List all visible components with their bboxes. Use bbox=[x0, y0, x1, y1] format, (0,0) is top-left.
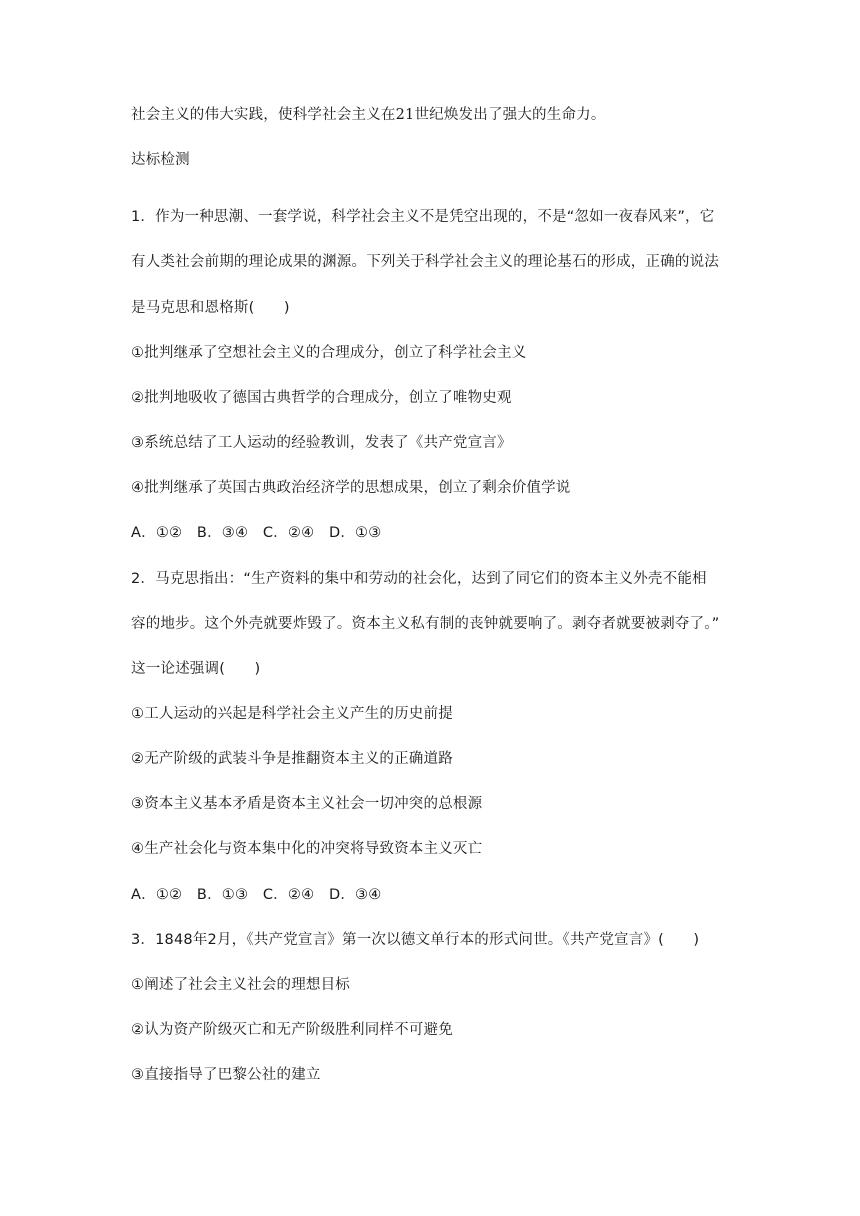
question-2-stem-line-1: 2．马克思指出：“生产资料的集中和劳动的社会化，达到了同它们的资本主义外壳不能相 bbox=[131, 571, 707, 587]
question-1-stem-line-3: 是马克思和恩格斯( ) bbox=[131, 300, 290, 316]
question-1-answer-choices: A．①② B．③④ C．②④ D．①③ bbox=[131, 525, 382, 541]
question-2-stem-line-3: 这一论述强调( ) bbox=[131, 661, 261, 677]
question-1-option-2: ②批判地吸收了德国古典哲学的合理成分，创立了唯物史观 bbox=[131, 390, 512, 406]
question-2-option-3: ③资本主义基本矛盾是资本主义社会一切冲突的总根源 bbox=[131, 796, 483, 812]
question-3-option-2: ②认为资产阶级灭亡和无产阶级胜利同样不可避免 bbox=[131, 1022, 453, 1038]
question-2-option-4: ④生产社会化与资本集中化的冲突将导致资本主义灭亡 bbox=[131, 841, 483, 857]
question-1-option-3: ③系统总结了工人运动的经验教训，发表了《共产党宣言》 bbox=[131, 435, 512, 451]
question-3-option-1: ①阐述了社会主义社会的理想目标 bbox=[131, 977, 350, 993]
question-2-answer-choices: A．①② B．①③ C．②④ D．③④ bbox=[131, 887, 382, 903]
question-1-stem-line-1: 1．作为一种思潮、一套学说，科学社会主义不是凭空出现的，不是“忽如一夜春风来”，它 bbox=[131, 209, 715, 225]
question-3-stem-line-1: 3．1848年2月，《共产党宣言》第一次以德文单行本的形式问世。《共产党宣言》( ) bbox=[131, 932, 700, 948]
question-2-option-1: ①工人运动的兴起是科学社会主义产生的历史前提 bbox=[131, 706, 453, 722]
intro-paragraph: 社会主义的伟大实践，使科学社会主义在21世纪焕发出了强大的生命力。 bbox=[131, 107, 606, 123]
question-1-stem-line-2: 有人类社会前期的理论成果的渊源。下列关于科学社会主义的理论基石的形成，正确的说法 bbox=[131, 254, 719, 270]
question-3-option-3: ③直接指导了巴黎公社的建立 bbox=[131, 1067, 321, 1083]
question-1-option-1: ①批判继承了空想社会主义的合理成分，创立了科学社会主义 bbox=[131, 345, 527, 361]
question-2-option-2: ②无产阶级的武装斗争是推翻资本主义的正确道路 bbox=[131, 751, 453, 767]
question-2-stem-line-2: 容的地步。这个外壳就要炸毁了。资本主义私有制的丧钟就要响了。剥夺者就要被剥夺了。” bbox=[131, 616, 720, 632]
question-1-option-4: ④批判继承了英国古典政治经济学的思想成果，创立了剩余价值学说 bbox=[131, 480, 571, 496]
section-title: 达标检测 bbox=[131, 152, 190, 168]
